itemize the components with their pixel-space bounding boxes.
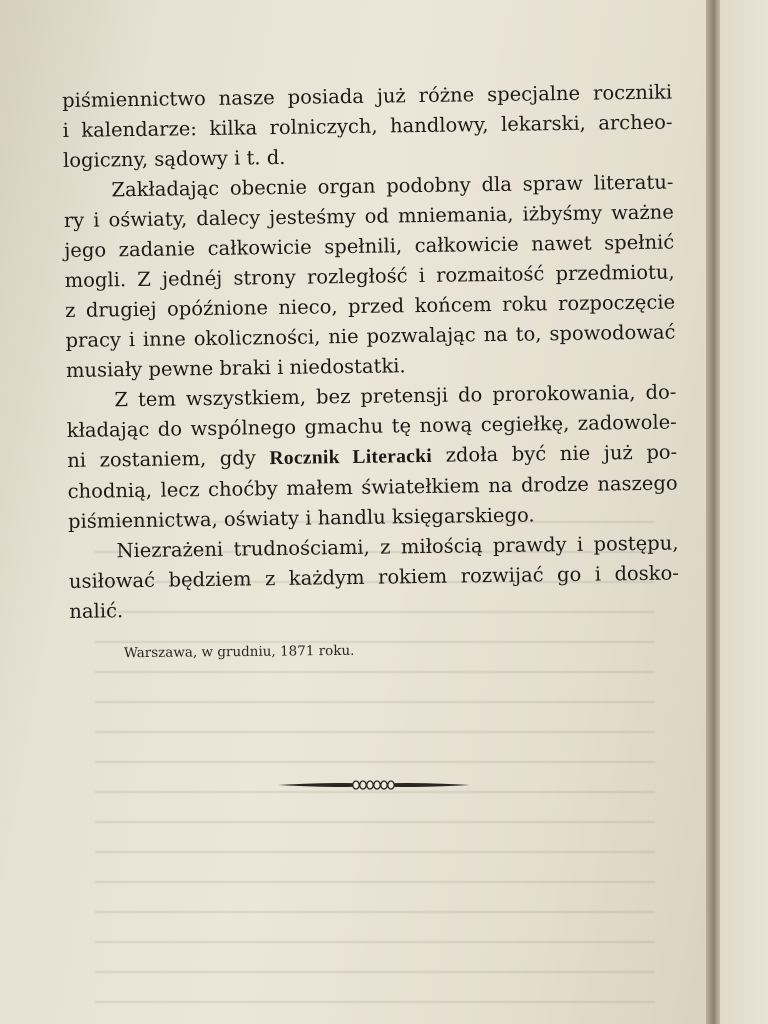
text-line: musiały pewne braki i niedostatki. bbox=[65, 354, 406, 382]
text-line: Niezrażeni trudnościami, z miłością prawdy i postępu, bbox=[116, 531, 679, 563]
text-line: mogli. Z jednéj strony rozległość i rozmaitość przedmiotu, bbox=[64, 260, 675, 292]
text-line: piśmiennictwo nasze posiada już różne specjalne roczniki bbox=[62, 80, 673, 112]
text-line: i kalendarze: kilka rolniczych, handlowy, lekarski, archeo- bbox=[62, 110, 673, 142]
text-line: Zakładając obecnie organ podobny dla spraw literatu- bbox=[111, 170, 674, 202]
text-line: Z tem wszystkiem, bez pretensji do prorokowania, do- bbox=[114, 380, 677, 412]
place-date-signoff: Warszawa, w grudniu, 1871 roku. bbox=[123, 642, 355, 662]
text-fragment: ni zostaniem, gdy bbox=[67, 446, 256, 472]
text-line: nalić. bbox=[69, 599, 124, 623]
text-line: z drugiej opóźnione nieco, przed końcem roku rozpoczęcie bbox=[64, 290, 676, 322]
text-line: ry i oświaty, dalecy jesteśmy od mniemania, iżbyśmy ważne bbox=[63, 200, 674, 232]
text-line: jego zadanie całkowicie spełnili, całkowicie nawet spełnić bbox=[64, 230, 675, 262]
text-line: pracy i inne okoliczności, nie pozwalając na to, spowodować bbox=[65, 320, 676, 352]
book-gutter bbox=[706, 0, 720, 1024]
book-title-emphasis: Rocznik Literacki bbox=[269, 445, 433, 470]
text-line: piśmiennictwa, oświaty i handlu księgarskiego. bbox=[67, 503, 535, 533]
text-line: usiłować będziem z każdym rokiem rozwijać go i dosko- bbox=[68, 561, 680, 593]
text-line: chodnią, lecz choćby małem światełkiem na drodze naszego bbox=[67, 471, 678, 503]
facing-page-edge bbox=[720, 0, 768, 1024]
body-text bbox=[62, 77, 679, 626]
text-line: kładając do wspólnego gmachu tę nową cegiełkę, zadowole- bbox=[66, 410, 677, 442]
text-fragment: zdoła być nie już po- bbox=[445, 440, 678, 467]
ornament-divider bbox=[276, 774, 472, 796]
text-line: logiczny, sądowy i t. d. bbox=[62, 145, 286, 172]
